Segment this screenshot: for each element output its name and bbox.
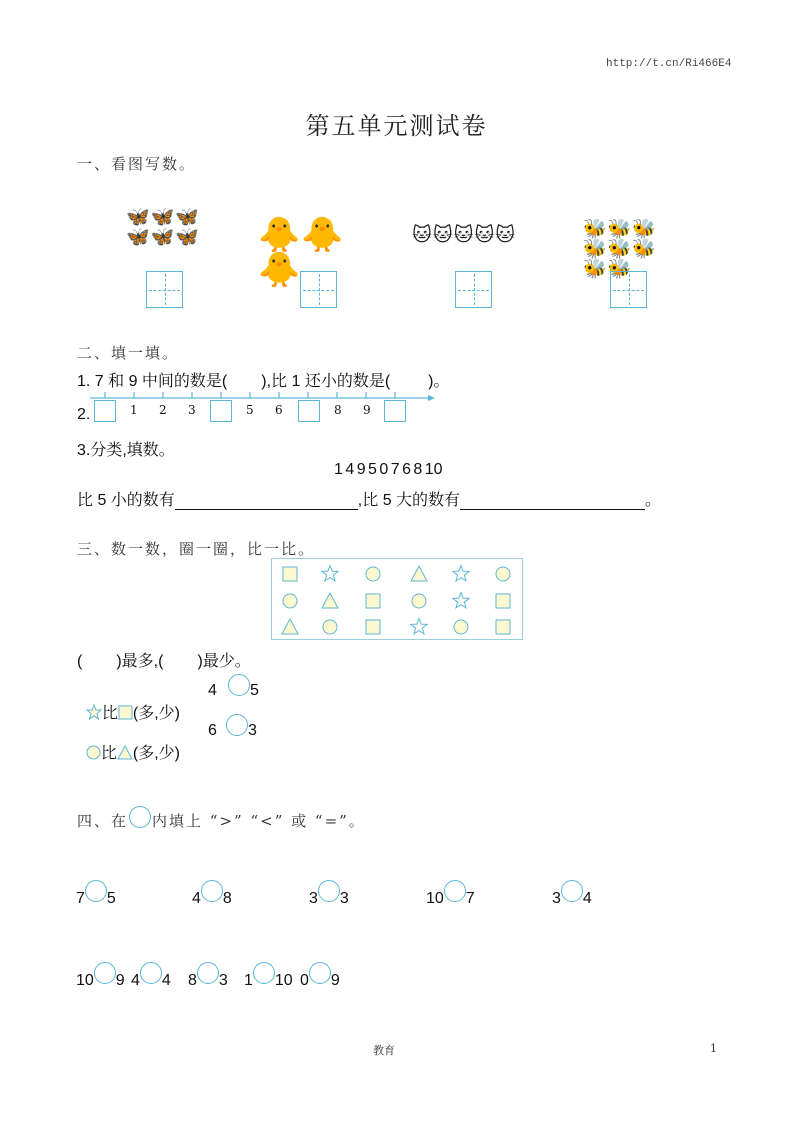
answer-circle[interactable]	[197, 962, 219, 984]
butterfly-icon: 🦋	[126, 206, 150, 228]
footer-label: 教育	[373, 1044, 395, 1057]
bee-icon: 🐝	[632, 218, 657, 240]
section2-heading: 二、填一填。	[77, 344, 180, 362]
butterfly-group	[126, 208, 222, 247]
number-line-label: 2	[159, 403, 167, 417]
comparison-item	[300, 962, 340, 990]
answer-circle[interactable]	[318, 880, 340, 902]
circle-icon	[129, 806, 151, 828]
greater-than-5-blank[interactable]	[460, 493, 645, 510]
number-line-label: 1	[130, 403, 138, 417]
triangle-icon[interactable]	[411, 566, 427, 581]
butterfly-icon: 🦋	[175, 206, 200, 228]
left-number: 0	[300, 972, 309, 989]
compare2-left: 6	[208, 722, 217, 739]
circle-icon[interactable]	[496, 567, 510, 581]
kitty-group	[412, 226, 544, 245]
answer-box-kitties[interactable]	[455, 271, 492, 308]
circle-icon[interactable]	[412, 594, 426, 608]
kitty-icon: 🐱	[474, 224, 495, 246]
star-icon[interactable]	[453, 593, 469, 608]
duck-icon: 🐥	[301, 215, 344, 255]
left-number: 3	[552, 890, 561, 907]
q3-line: 比 5 小的数有 ,比 5 大的数有 。	[77, 492, 662, 509]
duck-icon: 🐥	[258, 215, 301, 255]
compare2-right: 3	[248, 722, 257, 739]
number-line-label: 6	[275, 403, 283, 417]
triangle-icon	[117, 745, 133, 760]
left-number: 4	[131, 972, 140, 989]
butterfly-icon: 🦋	[175, 226, 200, 248]
page-number: 1	[710, 1042, 717, 1055]
right-number: 4	[582, 890, 592, 907]
star-icon[interactable]	[411, 619, 427, 634]
square-icon[interactable]	[366, 620, 380, 634]
page-title: 第五单元测试卷	[305, 112, 488, 140]
comparison-item	[426, 880, 475, 908]
comparison-item	[188, 962, 228, 990]
circle-icon	[86, 745, 101, 760]
answer-circle[interactable]	[85, 880, 107, 902]
answer-circle[interactable]	[201, 880, 223, 902]
answer-circle[interactable]	[140, 962, 162, 984]
bee-icon: 🐝	[607, 258, 632, 280]
butterfly-icon: 🦋	[126, 226, 150, 248]
left-number: 10	[426, 890, 444, 907]
square-icon[interactable]	[366, 594, 380, 608]
butterfly-icon: 🦋	[150, 226, 175, 248]
compare1-circle[interactable]	[228, 674, 250, 696]
q3-label: 3.分类,填数。	[77, 442, 175, 459]
left-number: 7	[76, 890, 85, 907]
compare2-circle[interactable]	[226, 714, 248, 736]
triangle-icon[interactable]	[322, 593, 338, 608]
section1-heading: 一、看图写数。	[77, 155, 197, 173]
section3-heading: 三、数一数，圈一圈，比一比。	[77, 540, 316, 558]
most-least-line: ( )最多,( )最少。	[77, 653, 251, 670]
left-number: 3	[309, 890, 318, 907]
answer-circle[interactable]	[309, 962, 331, 984]
header-url[interactable]: http://t.cn/Ri466E4	[606, 58, 732, 70]
q2-label: 2.	[77, 406, 91, 423]
compare2-line: 比 (多,少)	[77, 722, 180, 763]
bee-icon: 🐝	[583, 258, 607, 280]
kitty-icon: 🐱	[495, 224, 516, 246]
kitty-icon: 🐱	[432, 224, 453, 246]
circle-icon[interactable]	[454, 620, 468, 634]
q3-numbers: 1 4 9 5 0 7 6 8 10	[334, 461, 443, 478]
q1-line: 1. 7 和 9 中间的数是( ),比 1 还小的数是( )。	[77, 373, 450, 390]
square-icon[interactable]	[496, 594, 510, 608]
number-line-label: 8	[334, 403, 342, 417]
left-number: 10	[76, 972, 94, 989]
left-number: 8	[188, 972, 197, 989]
star-icon[interactable]	[322, 566, 338, 581]
number-line-label: 9	[363, 403, 371, 417]
answer-box-ducks[interactable]	[300, 271, 337, 308]
comparison-item	[552, 880, 592, 908]
less-than-5-blank[interactable]	[175, 493, 358, 510]
number-line-blank-0[interactable]	[94, 400, 116, 422]
answer-circle[interactable]	[561, 880, 583, 902]
answer-box-bees[interactable]	[610, 271, 647, 308]
right-number: 3	[339, 890, 349, 907]
bee-icon: 🐝	[607, 238, 632, 260]
square-icon[interactable]	[283, 567, 297, 581]
number-line-blank-10[interactable]	[384, 400, 406, 422]
answer-circle[interactable]	[253, 962, 275, 984]
answer-circle[interactable]	[444, 880, 466, 902]
comparison-item	[131, 962, 171, 990]
number-line-label: 5	[246, 403, 254, 417]
triangle-icon[interactable]	[282, 619, 298, 634]
star-icon	[86, 704, 102, 720]
right-number: 4	[161, 972, 171, 989]
section4-heading: 四、在 内填上 “>” “<” 或 “=”。	[77, 806, 366, 831]
duck-icon: 🐥	[258, 250, 301, 290]
right-number: 7	[465, 890, 475, 907]
right-number: 9	[330, 972, 340, 989]
right-number: 10	[274, 972, 293, 989]
compare1-right: 5	[250, 682, 259, 699]
star-icon[interactable]	[453, 566, 469, 581]
kitty-icon: 🐱	[453, 224, 474, 246]
right-number: 5	[106, 890, 116, 907]
bee-icon: 🐝	[583, 238, 607, 260]
square-icon	[118, 705, 133, 720]
comparison-item	[244, 962, 293, 990]
circle-icon[interactable]	[283, 594, 297, 608]
comparison-item	[309, 880, 349, 908]
kitty-icon: 🐱	[412, 224, 432, 246]
butterfly-icon: 🦋	[150, 206, 175, 228]
bee-icon: 🐝	[607, 218, 632, 240]
square-icon[interactable]	[496, 620, 510, 634]
shape-grid	[272, 559, 522, 639]
comparison-item	[76, 962, 125, 990]
shapes-frame	[271, 558, 523, 640]
circle-icon[interactable]	[323, 620, 337, 634]
comparison-item	[76, 880, 116, 908]
number-line-blank-7[interactable]	[298, 400, 320, 422]
bee-icon: 🐝	[583, 218, 607, 240]
bee-icon: 🐝	[632, 238, 657, 260]
number-line-label: 3	[188, 403, 196, 417]
right-number: 8	[222, 890, 232, 907]
right-number: 3	[218, 972, 228, 989]
left-number: 1	[244, 972, 253, 989]
number-line-blank-4[interactable]	[210, 400, 232, 422]
answer-box-butterflies[interactable]	[146, 271, 183, 308]
left-number: 4	[192, 890, 201, 907]
answer-circle[interactable]	[94, 962, 116, 984]
right-number: 9	[115, 972, 125, 989]
compare1-line: 比 (多,少)	[77, 682, 180, 723]
compare1-left: 4	[208, 682, 217, 699]
comparison-item	[192, 880, 232, 908]
circle-icon[interactable]	[366, 567, 380, 581]
